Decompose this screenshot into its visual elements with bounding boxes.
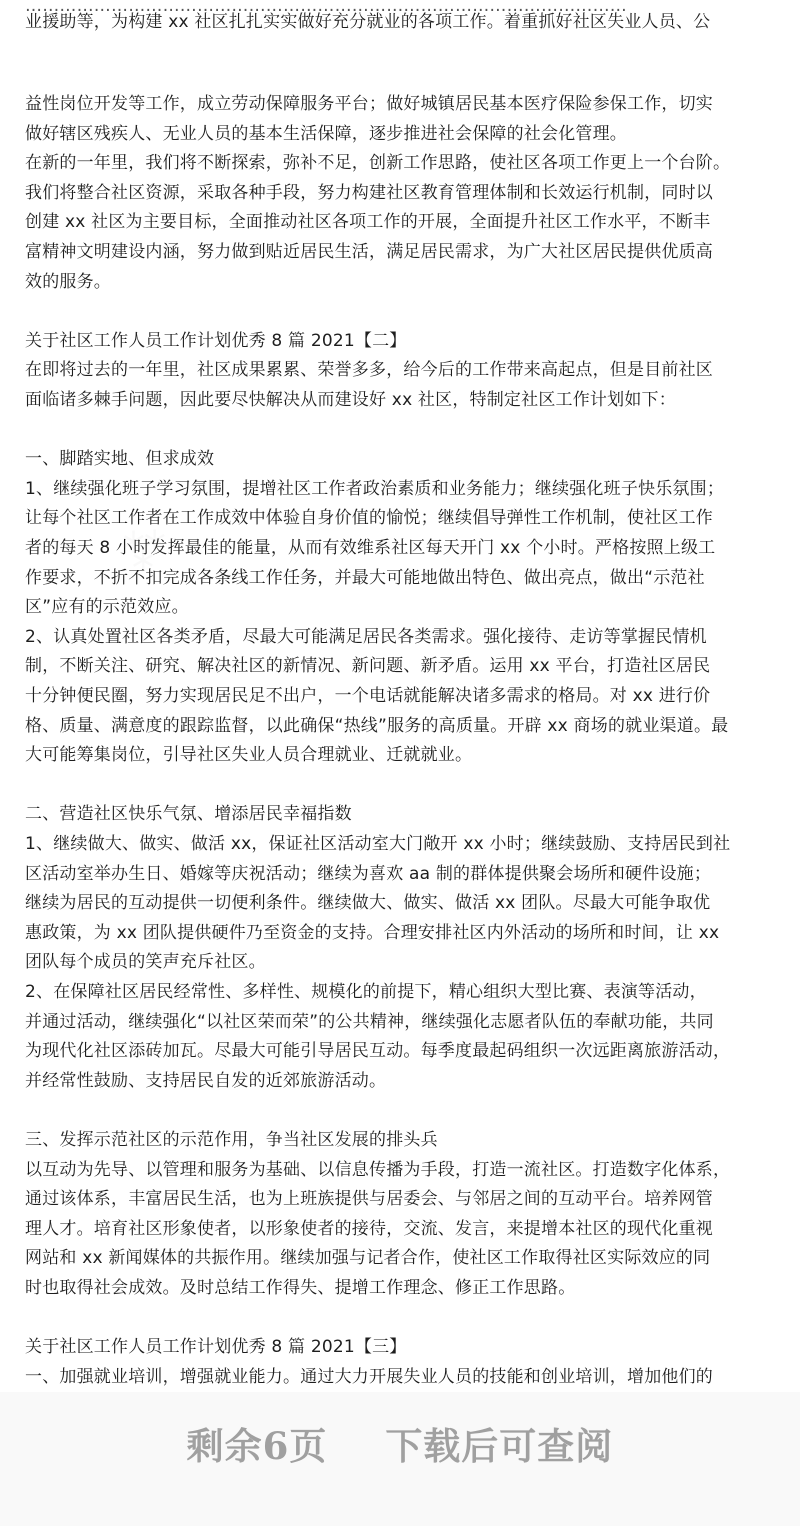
paragraph-line: 效的服务。 <box>25 271 111 292</box>
paragraph-line: 继续为居民的互动提供一切便利条件。继续做大、做实、做活 xx 团队。尽最大可能争取优 <box>25 893 711 914</box>
paragraph-line: 区”应有的示范效应。 <box>25 597 189 618</box>
paragraph-line: 富精神文明建设内涵，努力做到贴近居民生活，满足居民需求，为广大社区居民提供优质高 <box>25 242 713 262</box>
paragraph-line: 理人才。培育社区形象使者，以形象使者的接待，交流、发言，来提增本社区的现代化重视 <box>25 1218 713 1239</box>
paragraph-line: 2、在保障社区居民经常性、多样性、规模化的前提下，精心组织大型比赛、表演等活动， <box>25 982 707 1002</box>
cut-off-line: …………………………………………………………………………………………… <box>25 0 627 16</box>
paragraph-line: 大可能筹集岗位，引导社区失业人员合理就业、迁就就业。 <box>25 745 473 766</box>
paragraph-line: 格、质量、满意度的跟踪监督，以此确保“热线”服务的高质量。开辟 xx 商场的就业渠道。最 <box>25 715 729 736</box>
paragraph-line: 2、认真处置社区各类矛盾，尽最大可能满足居民各类需求。强化接待、走访等掌握民情机 <box>25 626 707 647</box>
paragraph-line: 业援助等，为构建 xx 社区扎扎实实做好充分就业的各项工作。着重抓好社区失业人员、公 <box>25 12 711 32</box>
section-heading: 一、脚踏实地、但求成效 <box>25 449 215 470</box>
paragraph-line: 做好辖区残疾人、无业人员的基本生活保障，逐步推进社会保障的社会化管理。 <box>25 123 627 144</box>
section-heading: 关于社区工作人员工作计划优秀 8 篇 2021【三】 <box>25 1337 407 1358</box>
paragraph-line: 我们将整合社区资源，采取各种手段，努力构建社区教育管理体制和长效运行机制，同时以 <box>25 182 713 203</box>
paragraph-line: 十分钟便民圈，努力实现居民足不出户，一个电话就能解决诸多需求的格局。对 xx 进行价 <box>25 686 711 706</box>
paragraph-line: 者的每天 8 小时发挥最佳的能量，从而有效维系社区每天开门 xx 个小时。严格按照上级工 <box>25 538 716 558</box>
paragraph-line: 让每个社区工作者在工作成效中体验自身价值的愉悦；继续倡导弹性工作机制，使社区工作 <box>25 508 713 529</box>
paragraph-line: 通过该体系，丰富居民生活，也为上班族提供与居委会、与邻居之间的互动平台。培养网管 <box>25 1189 713 1210</box>
paragraph-line: 制，不断关注、研究、解决社区的新情况、新问题、新矛盾。运用 xx 平台，打造社区居民 <box>25 656 711 677</box>
download-prompt[interactable] <box>0 1416 800 1470</box>
paragraph-line: 并经常性鼓励、支持居民自发的近郊旅游活动。 <box>25 1070 387 1091</box>
section-heading: 三、发挥示范社区的示范作用，争当社区发展的排头兵 <box>25 1130 438 1150</box>
paragraph-line: 1、继续强化班子学习氛围，提增社区工作者政治素质和业务能力；继续强化班子快乐氛围； <box>25 478 725 499</box>
paragraph-line: 时也取得社会成效。及时总结工作得失、提增工作理念、修正工作思路。 <box>25 1278 576 1298</box>
paragraph-line: 作要求，不折不扣完成各条线工作任务，并最大可能地做出特色、做出亮点，做出“示范社 <box>25 567 705 588</box>
remaining-pages-label[interactable]: 剩余6页 <box>186 1424 328 1468</box>
paragraph-line: 团队每个成员的笑声充斥社区。 <box>25 952 266 973</box>
paragraph-line: 以互动为先导、以管理和服务为基础、以信息传播为手段，打造一流社区。打造数字化体系， <box>25 1159 731 1180</box>
paragraph-line: 益性岗位开发等工作，成立劳动保障服务平台；做好城镇居民基本医疗保险参保工作，切实 <box>25 94 713 114</box>
paragraph-line: 惠政策，为 xx 团队提供硬件乃至资金的支持。合理安排社区内外活动的场所和时间，让 xx <box>25 922 720 943</box>
watermark: ⁂ <box>108 513 178 581</box>
paragraph-line: 一、加强就业培训，增强就业能力。通过大力开展失业人员的技能和创业培训，增加他们的 <box>25 1366 713 1387</box>
paragraph-line: 在即将过去的一年里，社区成果累累、荣誉多多，给今后的工作带来高起点，但是目前社区 <box>25 360 713 381</box>
paragraph-line: 为现代化社区添砖加瓦。尽最大可能引导居民互动。每季度最起码组织一次远距离旅游活动， <box>25 1041 731 1062</box>
paragraph-line: 并通过活动，继续强化“以社区荣而荣”的公共精神，继续强化志愿者队伍的奉献功能，共同 <box>25 1011 714 1032</box>
section-heading: 二、营造社区快乐气氛、增添居民幸福指数 <box>25 804 352 825</box>
paragraph-line: 面临诸多棘手问题，因此要尽快解决从而建设好 xx 社区，特制定社区工作计划如下： <box>25 390 676 410</box>
paragraph-line: 网站和 xx 新闻媒体的共振作用。继续加强与记者合作，使社区工作取得社区实际效应的同 <box>25 1248 711 1269</box>
paragraph-line: 1、继续做大、做实、做活 xx，保证社区活动室大门敞开 xx 小时；继续鼓励、支持居民到社 <box>25 834 731 854</box>
download-to-view-label[interactable]: 下载后可查阅 <box>385 1424 614 1468</box>
paragraph-line: 区活动室举办生日、婚嫁等庆祝活动；继续为喜欢 aa 制的群体提供聚会场所和硬件设施； <box>25 863 712 884</box>
section-heading: 关于社区工作人员工作计划优秀 8 篇 2021【二】 <box>25 330 407 351</box>
paragraph-line: 在新的一年里，我们将不断探索，弥补不足，创新工作思路，使社区各项工作更上一个台阶。 <box>25 153 731 174</box>
paragraph-line: 创建 xx 社区为主要目标，全面推动社区各项工作的开展，全面提升社区工作水平，不断丰 <box>25 212 711 233</box>
